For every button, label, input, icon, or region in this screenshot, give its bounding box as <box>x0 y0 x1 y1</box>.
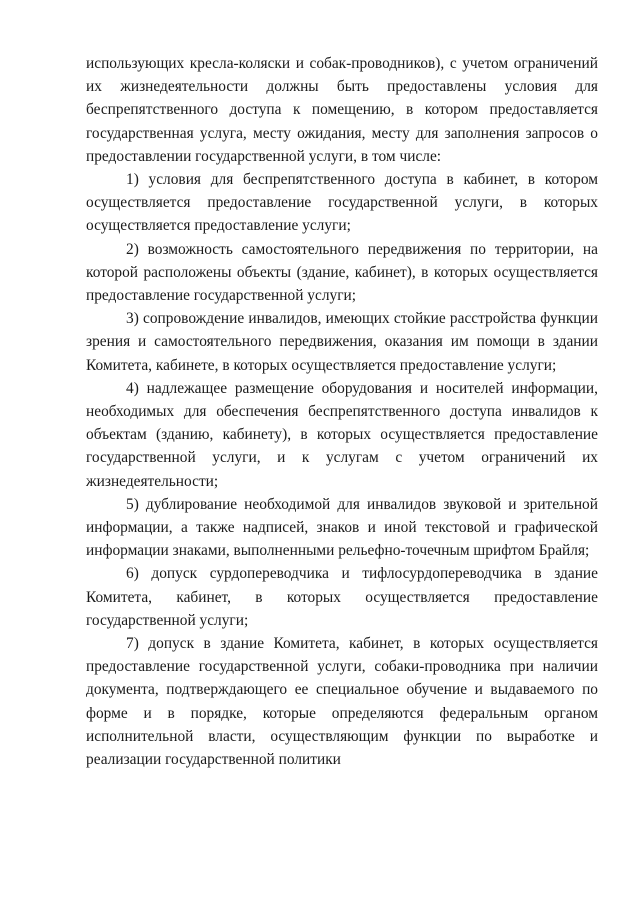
list-item-7: 7) допуск в здание Комитета, кабинет, в которых осуществляется предоставление государственной услуги, собаки-проводника при наличии документа, подтверждающего ее специальное обучение и выдаваемого по форме и в порядке, которые определяются федеральным органом исполнительной власти, осуществляющим функции по выработке и реализации государственной политики <box>86 635 598 769</box>
document-body <box>86 52 598 771</box>
list-item-5: 5) дублирование необходимой для инвалидов звуковой и зрительной информации, а также надписей, знаков и иной текстовой и графической информации знаками, выполненными рельефно-точечным шрифтом Брайля; <box>86 495 598 560</box>
paragraph-intro: использующих кресла-коляски и собак-проводников), с учетом ограничений их жизнедеятельности должны быть предоставлены условия для беспрепятственного доступа к помещению, в котором предоставляется государственная услуга, месту ожидания, месту для заполнения запросов о предоставлении государственной услуги, в том числе: <box>86 55 598 165</box>
list-item-4: 4) надлежащее размещение оборудования и носителей информации, необходимых для обеспечения беспрепятственного доступа инвалидов к объектам (зданию, кабинету), в которых осуществляется предоставление государственной услуги, и к услугам с учетом ограничений их жизнедеятельности; <box>86 379 598 490</box>
list-item-6: 6) допуск сурдопереводчика и тифлосурдопереводчика в здание Комитета, кабинет, в которых осуществляется предоставление государственной услуги; <box>86 565 598 629</box>
list-item-2: 2) возможность самостоятельного передвижения по территории, на которой расположены объекты (здание, кабинет), в которых осуществляется предоставление государственной услуги; <box>86 240 598 305</box>
list-item-3: 3) сопровождение инвалидов, имеющих стойкие расстройства функции зрения и самостоятельного передвижения, оказания им помощи в здании Комитета, кабинете, в которых осуществляется предоставление услуги; <box>86 310 598 374</box>
list-item-1: 1) условия для беспрепятственного доступа в кабинет, в котором осуществляется предоставление государственной услуги, в которых осуществляется предоставление услуги; <box>86 171 598 235</box>
